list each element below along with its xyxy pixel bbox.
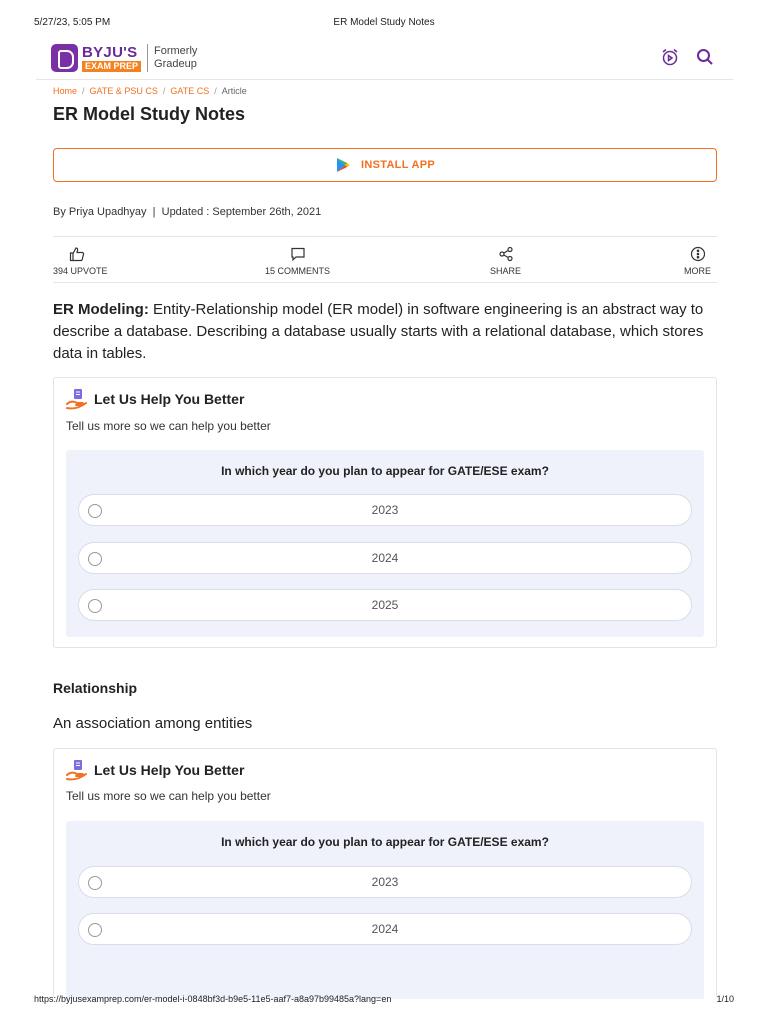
more-label: MORE	[684, 266, 711, 276]
print-header	[34, 17, 734, 31]
more-button[interactable]	[684, 246, 711, 276]
search-icon[interactable]	[695, 47, 715, 67]
help-card	[53, 748, 717, 998]
help-card-title: Let Us Help You Better	[94, 762, 245, 778]
logo-wordmark	[82, 45, 141, 72]
breadcrumb-gate-cs[interactable]: GATE CS	[170, 86, 210, 96]
byjus-logo-mark	[51, 44, 78, 72]
option-label: 2023	[371, 503, 399, 517]
quiz-option[interactable]	[78, 589, 692, 621]
hand-helper-icon	[66, 388, 88, 410]
byjus-logo[interactable]	[51, 43, 197, 73]
alarm-clock-icon[interactable]	[660, 47, 680, 67]
quiz-option[interactable]	[78, 542, 692, 574]
site-header	[36, 40, 733, 80]
formerly-gradeup	[154, 45, 197, 71]
share-label: SHARE	[490, 266, 522, 276]
option-label: 2025	[371, 598, 399, 612]
formerly-line1: Formerly	[154, 45, 198, 57]
more-icon	[690, 246, 706, 262]
breadcrumb-separator: /	[82, 86, 85, 96]
logo-main-text: BYJU'S	[82, 43, 138, 61]
help-card-header	[66, 759, 244, 781]
quiz-option[interactable]	[78, 913, 692, 945]
option-label: 2023	[371, 875, 399, 889]
breadcrumb	[53, 86, 247, 96]
install-app-button[interactable]	[53, 148, 717, 182]
quiz-question: In which year do you plan to appear for GATE/ESE exam?	[221, 464, 549, 478]
help-card-title: Let Us Help You Better	[94, 391, 245, 407]
comments-button[interactable]	[265, 246, 330, 276]
option-label: 2024	[371, 922, 399, 936]
intro-paragraph	[53, 299, 723, 365]
print-url: https://byjusexamprep.com/er-model-i-0848bf3d-b9e5-11e5-aaf7-a8a97b99485a?lang=en	[34, 994, 392, 1004]
comments-count: 15 COMMENTS	[265, 266, 331, 276]
print-doc-title: ER Model Study Notes	[333, 17, 435, 28]
thumbs-up-icon	[69, 246, 85, 262]
upvote-count: 394 UPVOTE	[53, 266, 108, 276]
relationship-heading: Relationship	[53, 680, 138, 696]
install-app-label: INSTALL APP	[361, 159, 435, 171]
option-label: 2024	[371, 551, 399, 565]
upvote-button[interactable]	[53, 246, 108, 276]
comment-icon	[290, 246, 306, 262]
share-icon	[498, 246, 514, 262]
share-button[interactable]	[490, 246, 521, 276]
breadcrumb-gate-psu-cs[interactable]: GATE & PSU CS	[89, 86, 158, 96]
play-store-icon	[335, 157, 351, 173]
quiz-question: In which year do you plan to appear for GATE/ESE exam?	[221, 835, 549, 849]
breadcrumb-home[interactable]: Home	[53, 86, 78, 96]
intro-text: Entity-Relationship model (ER model) in software engineering is an abstract way to describe a database. Describing a database usually starts with a relational database, which stores data in tables.	[53, 301, 704, 362]
quiz-panel	[66, 821, 704, 999]
print-page-count: 1/10	[716, 994, 734, 1004]
help-card-subtitle: Tell us more so we can help you better	[66, 419, 271, 433]
page-title: ER Model Study Notes	[53, 104, 246, 124]
formerly-line2: Gradeup	[154, 58, 197, 70]
breadcrumb-separator: /	[214, 86, 217, 96]
print-footer	[34, 994, 734, 1008]
print-datetime: 5/27/23, 5:05 PM	[34, 17, 111, 28]
logo-divider	[147, 44, 148, 72]
help-card	[53, 377, 717, 648]
breadcrumb-article: Article	[221, 86, 247, 96]
relationship-text: An association among entities	[53, 715, 253, 732]
logo-sub-text: EXAM PREP	[82, 61, 141, 72]
intro-term: ER Modeling:	[53, 301, 149, 318]
quiz-panel	[66, 450, 704, 637]
quiz-option[interactable]	[78, 494, 692, 526]
hand-helper-icon	[66, 759, 88, 781]
action-bar	[53, 236, 717, 283]
breadcrumb-separator: /	[162, 86, 166, 96]
help-card-subtitle: Tell us more so we can help you better	[66, 789, 271, 803]
byline: By Priya Upadhyay | Updated : September 26th, 2021	[53, 206, 322, 218]
help-card-header	[66, 388, 244, 410]
quiz-option[interactable]	[78, 866, 692, 898]
